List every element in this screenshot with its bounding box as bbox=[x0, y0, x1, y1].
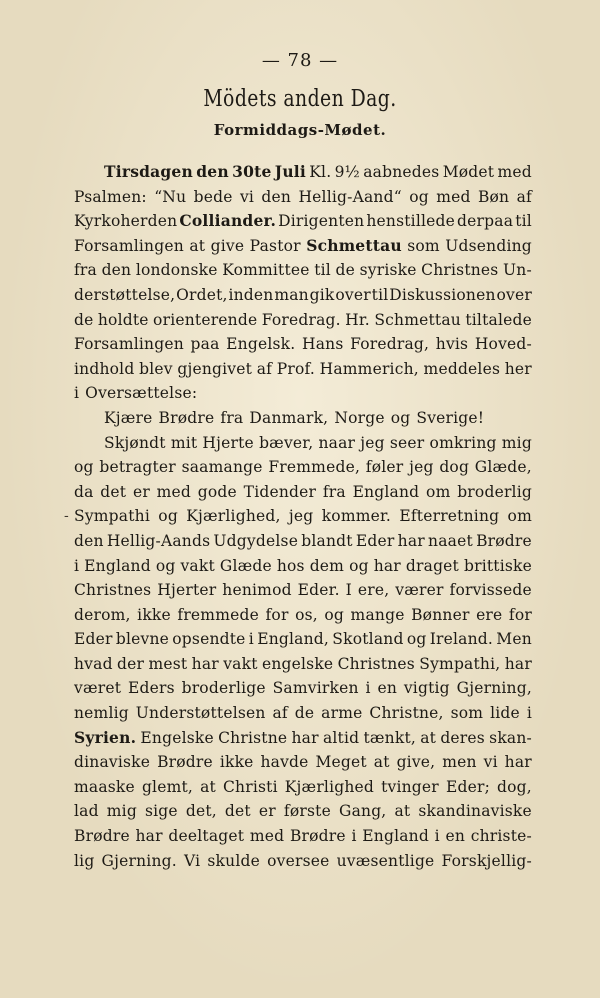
word: havde bbox=[260, 753, 309, 772]
word: holdte bbox=[97, 310, 149, 329]
text-line bbox=[74, 824, 532, 849]
word: Eder. bbox=[297, 581, 340, 600]
text-line bbox=[74, 357, 532, 382]
word: Prof. bbox=[276, 359, 315, 378]
word: har bbox=[504, 753, 532, 772]
word: henimod bbox=[222, 581, 292, 600]
word: henstillede bbox=[366, 212, 456, 231]
word: Glæde, bbox=[474, 458, 532, 477]
word: derstøttelse, bbox=[74, 285, 176, 304]
word: hvis bbox=[435, 335, 469, 354]
word: tænkt, bbox=[363, 728, 416, 747]
word: Christnes bbox=[421, 261, 499, 280]
word: Brødre bbox=[157, 753, 213, 772]
word: mest bbox=[148, 654, 188, 673]
word: det, bbox=[185, 802, 217, 821]
word: i bbox=[434, 827, 440, 846]
word: her bbox=[504, 359, 532, 378]
word: Brødre bbox=[476, 531, 532, 550]
word: Skotland bbox=[332, 630, 404, 649]
word: fra bbox=[74, 261, 97, 280]
word: deeltaget bbox=[168, 827, 245, 846]
word: vakt bbox=[223, 654, 258, 673]
word: England, bbox=[257, 630, 330, 649]
text-line bbox=[74, 701, 532, 726]
word: Understøttelsen bbox=[135, 704, 266, 723]
word: Un- bbox=[503, 261, 532, 280]
word: brittiske bbox=[463, 556, 532, 575]
text-line bbox=[74, 799, 532, 824]
word: Fremmede, bbox=[268, 458, 361, 477]
word: os, bbox=[295, 605, 318, 624]
word: England bbox=[352, 482, 420, 501]
word: Skjøndt bbox=[104, 433, 166, 452]
word: en bbox=[445, 827, 466, 846]
word: den bbox=[74, 531, 104, 550]
word: saamange bbox=[181, 458, 263, 477]
word: Sympathi, bbox=[419, 654, 501, 673]
word: betragter bbox=[99, 458, 176, 477]
word: bæver, bbox=[259, 433, 314, 452]
word: naar bbox=[318, 433, 356, 452]
word: Schmettau bbox=[374, 310, 461, 329]
word: i bbox=[365, 679, 371, 698]
word: Hjerte bbox=[202, 433, 254, 452]
word: har bbox=[504, 654, 532, 673]
text-line bbox=[74, 529, 532, 554]
word: Tidender bbox=[243, 482, 317, 501]
word: vakt bbox=[180, 556, 215, 575]
word: Engelsk. bbox=[226, 335, 296, 354]
word: og bbox=[74, 458, 94, 477]
word: vigtig bbox=[403, 679, 450, 698]
word: deres bbox=[440, 728, 485, 747]
word: Christnes bbox=[337, 654, 415, 673]
word: og bbox=[406, 630, 427, 649]
word: over bbox=[335, 285, 371, 304]
word: dog, bbox=[497, 777, 532, 796]
word: blev bbox=[139, 359, 173, 378]
word: dog bbox=[439, 458, 470, 477]
word: dem bbox=[309, 556, 345, 575]
word: den bbox=[101, 261, 132, 280]
text-line bbox=[74, 726, 532, 751]
word: at bbox=[420, 728, 437, 747]
word: jeg bbox=[360, 433, 385, 452]
word: er bbox=[258, 802, 276, 821]
word: vi bbox=[483, 753, 498, 772]
word: 9½ bbox=[334, 163, 360, 181]
word: orienterende bbox=[153, 310, 258, 329]
word: med bbox=[436, 187, 471, 206]
word: uvæsentlige bbox=[336, 851, 435, 870]
word: indhold bbox=[74, 359, 135, 378]
word: da bbox=[74, 482, 94, 501]
word: Eders bbox=[127, 679, 175, 698]
word: af bbox=[256, 359, 273, 378]
word: den bbox=[196, 162, 229, 181]
word: blandt bbox=[301, 531, 353, 550]
word: skulde bbox=[207, 851, 260, 870]
word: Gjerning. bbox=[101, 851, 177, 870]
word: Kl. bbox=[309, 163, 332, 181]
word: gode bbox=[197, 482, 237, 501]
text-line bbox=[74, 406, 532, 431]
word: blevne bbox=[115, 630, 170, 649]
word: føler bbox=[365, 458, 404, 477]
word: de bbox=[335, 261, 356, 280]
word: Kjærlighed, bbox=[186, 507, 281, 526]
word: jeg bbox=[288, 507, 314, 526]
word: Oversættelse: bbox=[85, 384, 198, 403]
text-line bbox=[74, 283, 532, 308]
word: syriske bbox=[359, 261, 417, 280]
word: Tirsdagen bbox=[104, 162, 193, 181]
word: og bbox=[155, 556, 176, 575]
word: i bbox=[74, 384, 80, 403]
word: og bbox=[409, 187, 429, 206]
word: og bbox=[390, 408, 411, 427]
word: at bbox=[373, 753, 390, 772]
word: inden bbox=[228, 285, 274, 304]
word: Kommittee bbox=[222, 261, 310, 280]
text-line bbox=[74, 308, 532, 333]
word: Hellig-Aand“ bbox=[298, 187, 402, 206]
word: og bbox=[158, 507, 178, 526]
text-line bbox=[74, 849, 532, 874]
word: Christne, bbox=[369, 704, 444, 723]
word: Norge bbox=[334, 408, 385, 427]
word: med bbox=[156, 482, 192, 501]
word: I bbox=[345, 581, 352, 600]
word: hos bbox=[276, 556, 305, 575]
word: mig bbox=[501, 433, 532, 452]
word: Brødre bbox=[158, 408, 215, 427]
word: har bbox=[291, 728, 319, 747]
word: broderlig bbox=[457, 482, 532, 501]
word: Ordet, bbox=[176, 285, 228, 304]
section-subheading: Formiddags-Mødet. bbox=[213, 121, 387, 139]
word: nemlig bbox=[74, 704, 129, 723]
word: sige bbox=[144, 802, 178, 821]
word: med bbox=[497, 163, 532, 181]
word: “Nu bbox=[154, 187, 187, 206]
word: den bbox=[261, 187, 292, 206]
word: første bbox=[283, 802, 331, 821]
word: de bbox=[74, 310, 94, 329]
word: naaet bbox=[428, 531, 473, 550]
word: jeg bbox=[409, 458, 434, 477]
word: af bbox=[516, 187, 532, 206]
word: Ireland. bbox=[429, 630, 494, 649]
word: Diskussionen bbox=[389, 285, 496, 304]
word: Foredrag, bbox=[350, 335, 430, 354]
word: Gang, bbox=[338, 802, 387, 821]
word: om bbox=[426, 482, 451, 501]
word: Sympathi bbox=[74, 507, 151, 526]
word: meddeles bbox=[423, 359, 501, 378]
word: i bbox=[248, 630, 254, 649]
text-line bbox=[74, 455, 532, 480]
word: Eder bbox=[74, 630, 113, 649]
word: Eder bbox=[355, 531, 395, 550]
word: aabnedes bbox=[363, 163, 440, 181]
word: Juli bbox=[274, 162, 306, 181]
text-line bbox=[74, 332, 532, 357]
word: af bbox=[272, 704, 288, 723]
word: Colliander. bbox=[179, 211, 277, 231]
word: Foredrag. bbox=[261, 310, 341, 329]
word: Efterretning bbox=[399, 507, 500, 526]
word: mig bbox=[106, 802, 137, 821]
word: det bbox=[100, 482, 127, 501]
word: Syrien. bbox=[74, 727, 137, 747]
word: omkring bbox=[429, 433, 497, 452]
text-line bbox=[74, 627, 532, 652]
text-line bbox=[74, 234, 532, 259]
page-number: — 78 — bbox=[261, 50, 339, 71]
word: Hans bbox=[302, 335, 344, 354]
word: glemt, bbox=[141, 777, 194, 796]
word: londonske bbox=[135, 261, 218, 280]
word: Hoved- bbox=[474, 335, 532, 354]
text-line bbox=[74, 381, 532, 406]
word: Glæde bbox=[219, 556, 272, 575]
word: Forsamlingen bbox=[74, 236, 184, 255]
word: Brødre bbox=[74, 827, 130, 846]
word: Pastor bbox=[249, 236, 301, 255]
word: som bbox=[407, 236, 440, 255]
word: at bbox=[200, 777, 216, 796]
text-line bbox=[74, 775, 532, 800]
word: seer bbox=[389, 433, 425, 452]
word: Dirigenten bbox=[278, 212, 365, 231]
word: Forsamlingen bbox=[74, 335, 184, 354]
word: til bbox=[371, 285, 389, 304]
word: broderlige bbox=[181, 679, 266, 698]
word: ikke bbox=[137, 605, 171, 624]
text-line bbox=[74, 185, 532, 210]
word: Psalmen: bbox=[74, 187, 147, 206]
word: vi bbox=[239, 187, 255, 206]
word: har bbox=[397, 531, 425, 550]
chapter-heading: Mödets anden Dag. bbox=[203, 86, 397, 112]
text-line bbox=[74, 750, 532, 775]
word: Kyrkoherden bbox=[74, 212, 178, 231]
word: derom, bbox=[74, 605, 131, 624]
word: Schmettau bbox=[306, 235, 402, 255]
word: lide bbox=[490, 704, 520, 723]
word: Bønner bbox=[411, 605, 470, 624]
word: gik bbox=[309, 285, 335, 304]
word: for bbox=[265, 605, 289, 624]
word: Gjerning, bbox=[456, 679, 532, 698]
word: skandinaviske bbox=[418, 802, 532, 821]
word: altid bbox=[322, 728, 360, 747]
word: fra bbox=[220, 408, 244, 427]
word: Kjærlighed bbox=[284, 777, 375, 796]
word: Christnes bbox=[74, 581, 152, 600]
text-line bbox=[74, 160, 532, 185]
word: Forskjellig- bbox=[441, 851, 532, 870]
word: med bbox=[249, 827, 285, 846]
word: Vi bbox=[184, 851, 201, 870]
word: Sverige! bbox=[416, 408, 485, 427]
word: har bbox=[191, 654, 219, 673]
word: Kjære bbox=[104, 408, 153, 427]
word: i bbox=[351, 827, 357, 846]
word: tvinger bbox=[381, 777, 439, 796]
word: give bbox=[210, 236, 245, 255]
word: været bbox=[74, 679, 122, 698]
word: fremmede bbox=[177, 605, 259, 624]
word: Samvirken bbox=[272, 679, 359, 698]
word: Udsending bbox=[445, 236, 532, 255]
word: mit bbox=[170, 433, 198, 452]
text-line bbox=[74, 554, 532, 579]
word: Hjerter bbox=[157, 581, 217, 600]
word: arme bbox=[321, 704, 363, 723]
word: mange bbox=[350, 605, 405, 624]
word: i bbox=[74, 556, 80, 575]
word: har bbox=[373, 556, 401, 575]
word: opsendte bbox=[172, 630, 246, 649]
word: kommer. bbox=[321, 507, 392, 526]
word: 30te bbox=[232, 162, 272, 181]
text-line bbox=[74, 258, 532, 283]
word: Udgydelse bbox=[213, 531, 299, 550]
text-line bbox=[74, 676, 532, 701]
word: for bbox=[508, 605, 532, 624]
word: og bbox=[324, 605, 345, 624]
word: i bbox=[526, 704, 532, 723]
word: England bbox=[84, 556, 151, 575]
word: Hr. bbox=[345, 310, 370, 329]
word: har bbox=[135, 827, 163, 846]
word: Bøn bbox=[477, 187, 510, 206]
word: Men bbox=[496, 630, 532, 649]
word: Christne bbox=[218, 728, 288, 747]
word: christe- bbox=[470, 827, 532, 846]
text-line bbox=[74, 431, 532, 456]
word: Mødet bbox=[442, 163, 495, 181]
word: Brødre bbox=[289, 827, 346, 846]
word: fra bbox=[322, 482, 346, 501]
word: tiltalede bbox=[465, 310, 532, 329]
word: til bbox=[314, 261, 331, 280]
word: skan- bbox=[489, 728, 532, 747]
word: over bbox=[496, 285, 532, 304]
word: lad bbox=[74, 802, 99, 821]
word: er bbox=[132, 482, 150, 501]
word: Danmark, bbox=[249, 408, 329, 427]
word: ere, bbox=[357, 581, 390, 600]
word: der bbox=[117, 654, 145, 673]
word: ikke bbox=[219, 753, 254, 772]
word: om bbox=[507, 507, 532, 526]
word: give, bbox=[396, 753, 436, 772]
word: paa bbox=[190, 335, 220, 354]
text-line bbox=[74, 603, 532, 628]
word: Meget bbox=[315, 753, 367, 772]
word: gjengivet bbox=[177, 359, 253, 378]
text-line bbox=[74, 209, 532, 234]
word: England bbox=[362, 827, 429, 846]
word: dinaviske bbox=[74, 753, 151, 772]
word: ere bbox=[476, 605, 503, 624]
word: en bbox=[377, 679, 398, 698]
word: bede bbox=[193, 187, 233, 206]
word: draget bbox=[405, 556, 459, 575]
text-line bbox=[74, 578, 532, 603]
word: maaske bbox=[74, 777, 135, 796]
word: Hellig-Aands bbox=[106, 531, 211, 550]
word: Christi bbox=[222, 777, 278, 796]
margin-mark: - bbox=[64, 508, 69, 525]
word: lig bbox=[74, 851, 95, 870]
word: at bbox=[394, 802, 411, 821]
word: Hammerich, bbox=[319, 359, 419, 378]
word: som bbox=[450, 704, 484, 723]
word: og bbox=[349, 556, 369, 575]
word: at bbox=[189, 236, 206, 255]
word: engelske bbox=[261, 654, 334, 673]
word: derpaa bbox=[457, 212, 514, 231]
word: Engelske bbox=[140, 728, 214, 747]
word: værer bbox=[395, 581, 444, 600]
word: de bbox=[294, 704, 315, 723]
text-line bbox=[74, 652, 532, 677]
word: man bbox=[274, 285, 309, 304]
text-line bbox=[74, 480, 532, 505]
word: oversee bbox=[267, 851, 330, 870]
text-line bbox=[64, 504, 532, 529]
word: forvissede bbox=[449, 581, 532, 600]
word: det bbox=[224, 802, 251, 821]
word: men bbox=[442, 753, 477, 772]
word: hvad bbox=[74, 654, 113, 673]
body-text bbox=[64, 160, 532, 873]
word: til bbox=[515, 212, 532, 231]
word: Eder; bbox=[445, 777, 490, 796]
